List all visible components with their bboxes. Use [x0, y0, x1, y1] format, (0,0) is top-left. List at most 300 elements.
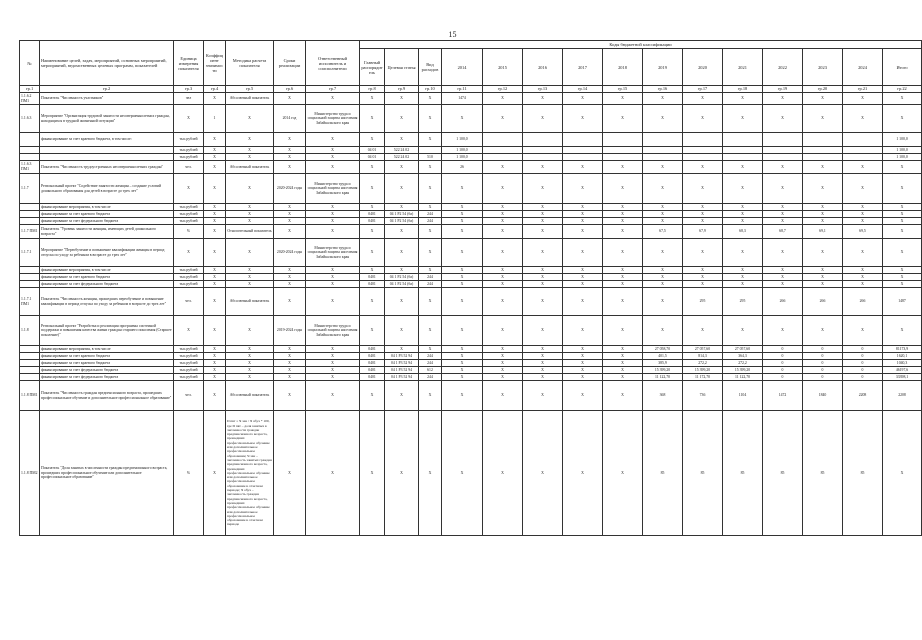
table-cell: Х	[603, 274, 643, 281]
table-cell: 0401	[360, 274, 385, 281]
table-cell: Х	[226, 147, 274, 154]
row-number	[20, 147, 40, 154]
table-cell: Х	[204, 267, 226, 274]
table-cell: 04 1 P3 52 94	[385, 367, 419, 374]
row-number	[20, 154, 40, 161]
table-cell: Х	[883, 211, 922, 218]
table-cell: Х	[603, 239, 643, 267]
row-number: 1.1.8 ПМ2	[20, 411, 40, 536]
table-cell: Х	[442, 353, 483, 360]
table-cell: Х	[385, 239, 419, 267]
table-cell: Х	[442, 288, 483, 316]
table-cell: 2208	[883, 381, 922, 411]
table-cell	[843, 154, 883, 161]
table-cell: Х	[723, 274, 763, 281]
table-cell: 04 1 P2 54 (ба)	[385, 274, 419, 281]
row-name: финансирование за счет федерального бюджета	[40, 218, 174, 225]
table-cell: Х	[483, 353, 523, 360]
table-cell: 1474	[442, 93, 483, 105]
row-name	[40, 147, 174, 154]
table-cell: Х	[274, 93, 306, 105]
table-cell: 0401	[360, 353, 385, 360]
table-cell: Х	[803, 204, 843, 211]
table-cell: Х	[483, 225, 523, 239]
table-cell: Х	[204, 281, 226, 288]
row-number	[20, 353, 40, 360]
table-cell: Х	[226, 154, 274, 161]
header-num: №	[20, 41, 40, 86]
table-cell: Х	[603, 381, 643, 411]
table-cell: Х	[419, 105, 442, 133]
row-number	[20, 274, 40, 281]
table-cell: Х	[563, 288, 603, 316]
table-cell: Х	[306, 346, 360, 353]
table-cell: Х	[204, 360, 226, 367]
table-cell: Х	[843, 316, 883, 346]
table-cell: Абсолютный показатель	[226, 288, 274, 316]
table-cell: 0	[803, 367, 843, 374]
table-cell: Х	[419, 161, 442, 174]
table-cell: Х	[360, 161, 385, 174]
table-cell: Х	[360, 225, 385, 239]
table-cell: Х	[306, 225, 360, 239]
table-cell: тыс.рублей	[174, 267, 204, 274]
row-name: Показатель "Численность участников"	[40, 93, 174, 105]
table-cell: Х	[360, 316, 385, 346]
table-cell: Х	[274, 267, 306, 274]
table-row	[20, 353, 922, 360]
table-cell: 11 122,70	[643, 374, 683, 381]
table-cell: Х	[603, 367, 643, 374]
table-cell: 295	[723, 288, 763, 316]
table-cell: Х	[523, 281, 563, 288]
row-number: 1.1.8 ПМ1	[20, 381, 40, 411]
table-cell: 612	[419, 367, 442, 374]
table-cell: Х	[643, 316, 683, 346]
table-cell: Х	[563, 274, 603, 281]
table-cell: Х	[274, 147, 306, 154]
table-cell: Х	[883, 239, 922, 267]
table-cell: %	[174, 411, 204, 536]
column-number: гр.19	[763, 86, 803, 93]
table-cell: Х	[442, 316, 483, 346]
table-cell: Х	[442, 218, 483, 225]
table-cell: 68,7	[763, 225, 803, 239]
table-cell: Х	[226, 353, 274, 360]
table-cell: Х	[683, 204, 723, 211]
table-cell: 2020-2024 годы	[274, 239, 306, 267]
table-cell: Х	[419, 174, 442, 204]
table-cell: Х	[763, 105, 803, 133]
table-cell: Х	[226, 239, 274, 267]
table-cell: Х	[419, 93, 442, 105]
table-cell: Х	[442, 274, 483, 281]
table-cell: Х	[643, 281, 683, 288]
table-cell: чел.	[174, 381, 204, 411]
table-cell	[803, 147, 843, 154]
table-cell	[843, 133, 883, 147]
table-cell: Х	[442, 374, 483, 381]
header-year: 2018	[603, 49, 643, 86]
column-number: гр.2	[40, 86, 174, 93]
table-cell: Х	[204, 411, 226, 536]
table-cell: Х	[523, 360, 563, 367]
table-cell: Х	[843, 161, 883, 174]
table-cell: Х	[226, 281, 274, 288]
table-row	[20, 161, 922, 174]
table-cell: Х	[274, 204, 306, 211]
table-cell	[483, 133, 523, 147]
table-cell: Х	[723, 239, 763, 267]
table-cell	[683, 154, 723, 161]
table-cell: Х	[523, 161, 563, 174]
table-cell: Х	[360, 288, 385, 316]
table-cell: 04 1 P3 52 94	[385, 374, 419, 381]
table-cell: Х	[442, 346, 483, 353]
column-number: гр.3	[174, 86, 204, 93]
table-cell: 522 24 02	[385, 147, 419, 154]
table-cell: Х	[274, 411, 306, 536]
table-cell: Х	[306, 367, 360, 374]
table-cell: Х	[603, 174, 643, 204]
table-cell: Х	[883, 105, 922, 133]
table-cell: 244	[419, 211, 442, 218]
table-cell: Х	[204, 225, 226, 239]
table-cell: Х	[204, 346, 226, 353]
table-cell: Х	[274, 274, 306, 281]
table-cell: 522 24 02	[385, 154, 419, 161]
table-cell: 2019-2024 годы	[274, 316, 306, 346]
table-cell	[643, 133, 683, 147]
table-cell: Х	[843, 204, 883, 211]
row-name: финансирование мероприятия, в том числе	[40, 267, 174, 274]
table-cell: Х	[306, 374, 360, 381]
table-cell: Х	[442, 225, 483, 239]
table-cell: Х	[274, 133, 306, 147]
table-cell: Х	[226, 105, 274, 133]
row-number	[20, 346, 40, 353]
table-cell: 272,2	[723, 360, 763, 367]
table-cell: Х	[603, 225, 643, 239]
table-cell: Х	[385, 346, 419, 353]
table-cell: Х	[883, 218, 922, 225]
table-cell: Х	[643, 267, 683, 274]
table-cell: Х	[483, 204, 523, 211]
table-cell: 0	[763, 353, 803, 360]
table-cell: Х	[174, 316, 204, 346]
table-cell: Х	[843, 174, 883, 204]
table-cell: Х	[523, 105, 563, 133]
table-cell: Х	[803, 267, 843, 274]
row-name: финансирование за счет краевого бюджета, в том числе:	[40, 133, 174, 147]
table-cell: 0	[763, 360, 803, 367]
table-row	[20, 225, 922, 239]
table-cell: Х	[226, 360, 274, 367]
table-cell: Х	[643, 105, 683, 133]
table-cell: Х	[174, 239, 204, 267]
table-cell: Х	[204, 316, 226, 346]
table-cell: Х	[204, 161, 226, 174]
header-deadline: Сроки реализации	[274, 41, 306, 86]
table-cell: Х	[683, 93, 723, 105]
table-cell: Х	[883, 93, 922, 105]
table-cell: Х	[883, 267, 922, 274]
table-cell: Х	[523, 211, 563, 218]
table-cell: 04 01	[360, 154, 385, 161]
table-cell: Х	[523, 316, 563, 346]
table-cell: Х	[360, 204, 385, 211]
table-row	[20, 174, 922, 204]
table-cell: Х	[803, 274, 843, 281]
table-cell: Х	[360, 174, 385, 204]
table-cell: 1 100,0	[442, 147, 483, 154]
table-cell: Х	[603, 411, 643, 536]
table-row	[20, 288, 922, 316]
table-cell: 33398,1	[883, 374, 922, 381]
header-year: 2020	[683, 49, 723, 86]
table-cell	[419, 147, 442, 154]
table-cell: Х	[563, 381, 603, 411]
header-unit: Единица измерения показателя	[174, 41, 204, 86]
table-cell: Х	[723, 281, 763, 288]
table-cell: Х	[274, 381, 306, 411]
row-name: финансирование мероприятия, в том числе	[40, 346, 174, 353]
table-cell: Х	[385, 105, 419, 133]
table-row	[20, 239, 922, 267]
table-cell: Х	[843, 267, 883, 274]
table-row	[20, 154, 922, 161]
table-row	[20, 218, 922, 225]
table-cell: Х	[226, 367, 274, 374]
table-row	[20, 381, 922, 411]
table-cell: Х	[563, 204, 603, 211]
table-cell: 0401	[360, 281, 385, 288]
table-cell: Х	[483, 161, 523, 174]
table-cell: 1620,1	[883, 353, 922, 360]
column-number: гр.7	[306, 86, 360, 93]
table-cell: Х	[643, 161, 683, 174]
row-name: Показатель "Численность трудоустроенных несовершеннолетних граждан"	[40, 161, 174, 174]
column-number: гр.17	[683, 86, 723, 93]
table-cell: Х	[306, 353, 360, 360]
table-cell: 85	[763, 411, 803, 536]
table-cell: Х	[643, 204, 683, 211]
table-cell	[523, 133, 563, 147]
page-number: 15	[448, 30, 457, 39]
table-cell: Абсолютный показатель	[226, 161, 274, 174]
table-cell: Х	[483, 374, 523, 381]
table-cell: 0401	[360, 211, 385, 218]
table-row	[20, 211, 922, 218]
table-cell: Х	[723, 211, 763, 218]
column-number: гр.22	[883, 86, 922, 93]
table-cell: 244	[419, 218, 442, 225]
table-cell: Х	[763, 211, 803, 218]
table-cell: Х	[843, 239, 883, 267]
row-number	[20, 204, 40, 211]
header-year: 2014	[442, 49, 483, 86]
table-cell: Х	[563, 374, 603, 381]
table-cell: Х	[360, 239, 385, 267]
table-cell: 736	[683, 381, 723, 411]
table-cell: Х	[306, 204, 360, 211]
row-number	[20, 133, 40, 147]
column-number-row	[20, 86, 922, 93]
table-cell: 85	[843, 411, 883, 536]
table-cell: Х	[603, 360, 643, 367]
table-cell: 0401	[360, 360, 385, 367]
table-cell: 0	[843, 367, 883, 374]
table-cell: Х	[442, 211, 483, 218]
table-cell: Х	[723, 267, 763, 274]
row-number: 1.1.7 ПМ1	[20, 225, 40, 239]
table-cell: Х	[563, 105, 603, 133]
table-cell: Х	[385, 316, 419, 346]
table-cell: 364,3	[723, 353, 763, 360]
table-cell: 814,3	[683, 353, 723, 360]
table-cell: Х	[603, 204, 643, 211]
table-cell: 0401	[360, 374, 385, 381]
table-cell: Х	[683, 316, 723, 346]
table-cell: тыс.рублей	[174, 374, 204, 381]
table-cell: Относительный показатель	[226, 225, 274, 239]
table-cell: Х	[204, 381, 226, 411]
table-cell: Х	[360, 267, 385, 274]
table-body	[20, 93, 922, 536]
table-cell: Х	[523, 204, 563, 211]
table-cell: Х	[306, 267, 360, 274]
table-cell: Х	[883, 204, 922, 211]
table-cell: Х	[226, 274, 274, 281]
table-cell: 1104	[723, 381, 763, 411]
table-cell: Х	[419, 288, 442, 316]
table-cell: Х	[385, 174, 419, 204]
row-name: Мероприятие "Переобучение и повышение квалификации женщин в период отпуска по уходу за ребенком в возрасте до трех лет"	[40, 239, 174, 267]
table-cell: Х	[442, 105, 483, 133]
table-cell: Х	[523, 288, 563, 316]
table-cell: Х	[274, 374, 306, 381]
column-number: гр.9	[385, 86, 419, 93]
table-cell: Х	[843, 93, 883, 105]
table-cell: 0	[843, 353, 883, 360]
table-cell: Х	[683, 281, 723, 288]
table-cell: Х	[603, 161, 643, 174]
table-cell: 15 399,20	[643, 367, 683, 374]
table-cell: 85	[723, 411, 763, 536]
table-cell: Х	[803, 161, 843, 174]
table-cell: 1 100,0	[883, 147, 922, 154]
table-cell: 2020-2024 годы	[274, 174, 306, 204]
table-cell: Х	[603, 316, 643, 346]
table-cell: Х	[763, 161, 803, 174]
table-cell: 266	[763, 288, 803, 316]
table-cell: Х	[306, 411, 360, 536]
table-cell: чел	[174, 93, 204, 105]
table-cell: Х	[442, 367, 483, 374]
table-cell: 1487	[883, 288, 922, 316]
table-cell: Х	[306, 360, 360, 367]
table-cell: Х	[683, 161, 723, 174]
row-number	[20, 267, 40, 274]
table-cell: Х	[419, 411, 442, 536]
table-cell: Х	[843, 281, 883, 288]
table-cell: Х	[643, 288, 683, 316]
table-cell: Х	[419, 316, 442, 346]
table-cell: Х	[483, 346, 523, 353]
header-csr: Целевая статья	[385, 49, 419, 86]
column-number: гр.20	[803, 86, 843, 93]
table-cell: Х	[419, 204, 442, 211]
table-cell: 0	[803, 346, 843, 353]
table-cell: Х	[274, 218, 306, 225]
table-cell: Х	[204, 93, 226, 105]
table-cell: 67,5	[643, 225, 683, 239]
table-cell: 0	[763, 367, 803, 374]
row-name	[40, 154, 174, 161]
table-row	[20, 374, 922, 381]
table-cell	[763, 154, 803, 161]
table-cell: 1	[204, 105, 226, 133]
row-name: финансирование за счет федерального бюджета	[40, 281, 174, 288]
table-cell: 27 057,60	[723, 346, 763, 353]
header-year: 2023	[803, 49, 843, 86]
table-cell: Х	[603, 288, 643, 316]
table-cell	[563, 154, 603, 161]
table-cell: 27 057,60	[683, 346, 723, 353]
table-cell: Х	[483, 218, 523, 225]
table-cell	[603, 133, 643, 147]
table-cell: Х	[385, 411, 419, 536]
row-name: Региональный проект "Разработка и реализация программы системной поддержки и повышения качества жизни граждан старшего поколения (Старшее поколение)"	[40, 316, 174, 346]
table-row	[20, 367, 922, 374]
row-number	[20, 218, 40, 225]
table-cell: Х	[442, 381, 483, 411]
table-cell: 295	[683, 288, 723, 316]
table-cell	[683, 147, 723, 154]
table-cell: Х	[174, 105, 204, 133]
table-cell: Х	[563, 360, 603, 367]
table-cell: Х	[803, 218, 843, 225]
table-cell: Х	[226, 211, 274, 218]
table-cell: Х	[419, 225, 442, 239]
table-cell: Х	[204, 147, 226, 154]
row-name: финансирование мероприятия, в том числе	[40, 204, 174, 211]
table-cell: Х	[204, 367, 226, 374]
table-cell: тыс.рублей	[174, 367, 204, 374]
table-cell	[643, 154, 683, 161]
row-name: Мероприятие "Организация трудовой занятости несовершеннолетних граждан, находящихся в трудной жизненной ситуации"	[40, 105, 174, 133]
table-cell: Х	[483, 211, 523, 218]
table-cell: Х	[204, 174, 226, 204]
row-number: 1.1.7.1 ПМ1	[20, 288, 40, 316]
header-grbs: Главный распорядитель	[360, 49, 385, 86]
table-cell: 0	[843, 346, 883, 353]
table-cell: Х	[883, 174, 922, 204]
table-cell: Х	[763, 316, 803, 346]
table-cell: Х	[563, 225, 603, 239]
table-cell: тыс.рублей	[174, 281, 204, 288]
table-cell: Х	[226, 316, 274, 346]
table-cell: 266	[843, 288, 883, 316]
table-cell: Х	[204, 204, 226, 211]
table-cell: Х	[523, 381, 563, 411]
table-cell: Х	[442, 281, 483, 288]
row-name: Показатель "Численность женщин, прошедших переобучение и повышение квалификации в период отпуска по уходу за ребенком в возрасте до трех лет"	[40, 288, 174, 316]
table-cell: тыс.рублей	[174, 204, 204, 211]
table-cell: Х	[306, 281, 360, 288]
table-cell: Х	[306, 274, 360, 281]
table-cell: Х	[419, 239, 442, 267]
